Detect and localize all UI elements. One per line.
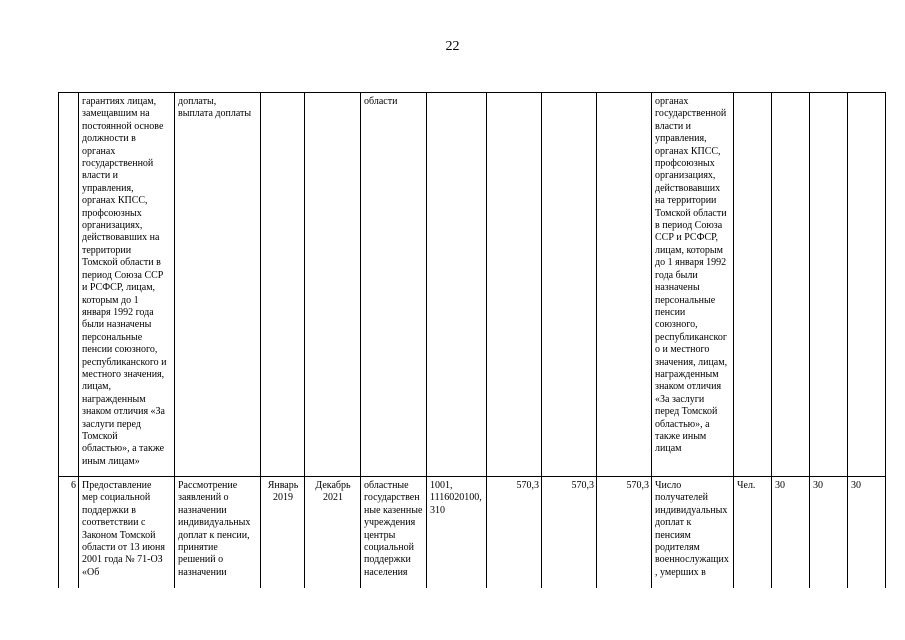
target-year-2-cell [810, 93, 848, 477]
executor-cell: области [361, 93, 427, 477]
funding-year-3-cell [597, 93, 652, 477]
start-date-cell: Январь 2019 [261, 477, 305, 589]
target-year-1-cell [772, 93, 810, 477]
funding-year-2-cell: 570,3 [542, 477, 597, 589]
target-year-3-cell [848, 93, 886, 477]
start-date-cell [261, 93, 305, 477]
measure-content-cell: доплаты, выплата доплаты [175, 93, 261, 477]
funding-year-1-cell [487, 93, 542, 477]
row-number-cell: 6 [59, 477, 79, 589]
end-date-cell [305, 93, 361, 477]
funding-year-1-cell: 570,3 [487, 477, 542, 589]
executor-cell: областные государствен ные казенные учреждения центры социальной поддержки населения [361, 477, 427, 589]
unit-cell [734, 93, 772, 477]
indicator-cell: органах государственной власти и управления, органах КПСС, профсоюзных организациях, действовавших на территории Томской области в период Союза ССР и РСФСР, лицам, которым до 1 января 1992 года были назначены персональные пенсии союзного, республиканског о и местного значения, лицам, награжденным знаком отличия «За заслуги перед Томской областью», а также иным лицам [652, 93, 734, 477]
measure-name-cell: гарантиях лицам, замещавшим на постоянной основе должности в органах государственной власти и управления, органах КПСС, профсоюзных организациях, действовавших на территории Томской области в период Союза ССР и РСФСР, лицам, которым до 1 января 1992 года были назначены персональные пенсии союзного, республиканского и местного значения, лицам, награжденным знаком отличия «За заслуги перед Томской областью», а также иным лицам» [79, 93, 175, 477]
funding-year-2-cell [542, 93, 597, 477]
measure-name-cell: Предоставление мер социальной поддержки в соответствии с Законом Томской области от 13 июня 2001 года № 71-ОЗ «Об [79, 477, 175, 589]
indicator-cell: Число получателей индивидуальных доплат к пенсиям родителям военнослужащих , умерших в [652, 477, 734, 589]
page-number: 22 [445, 39, 460, 54]
table-row [59, 93, 886, 477]
measure-content-cell: Рассмотрение заявлений о назначении индивидуальных доплат к пенсии, принятие решений о назначении [175, 477, 261, 589]
table-row [59, 477, 886, 589]
target-year-1-cell: 30 [772, 477, 810, 589]
budget-code-cell [427, 93, 487, 477]
program-activities-table [58, 92, 886, 588]
target-year-3-cell: 30 [848, 477, 886, 589]
funding-year-3-cell: 570,3 [597, 477, 652, 589]
row-number-cell [59, 93, 79, 477]
target-year-2-cell: 30 [810, 477, 848, 589]
unit-cell: Чел. [734, 477, 772, 589]
budget-code-cell: 1001, 1116020100, 310 [427, 477, 487, 589]
end-date-cell: Декабрь 2021 [305, 477, 361, 589]
